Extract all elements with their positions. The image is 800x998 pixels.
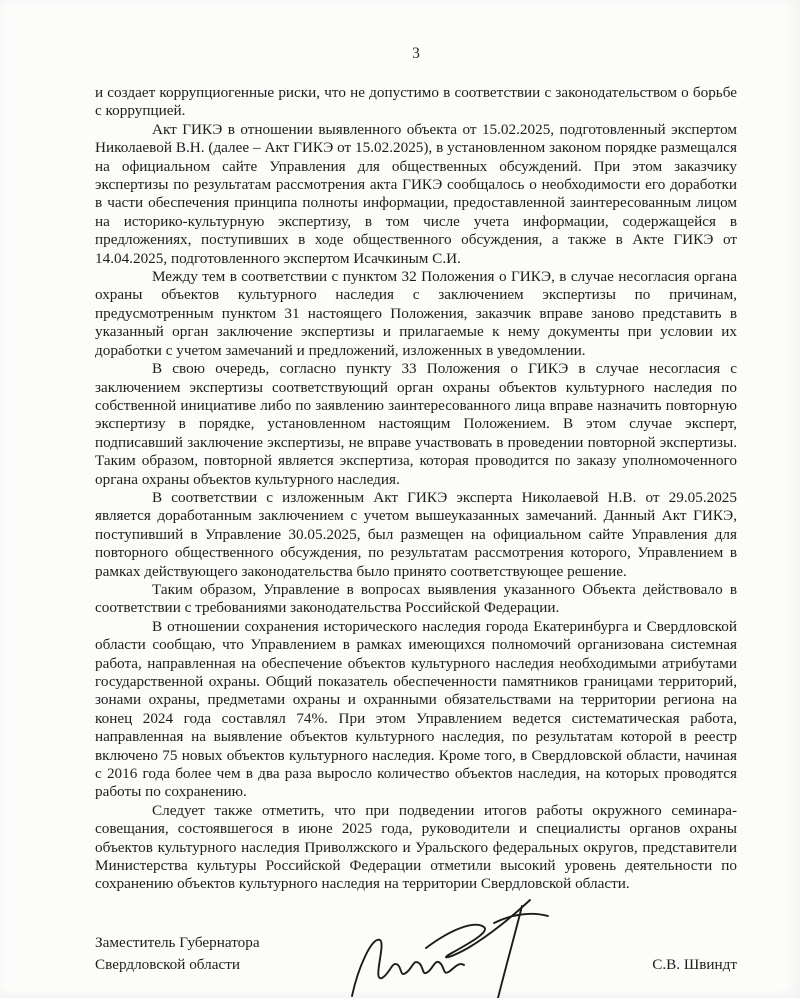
body-paragraph: Между тем в соответствии с пунктом 32 Положения о ГИКЭ, в случае несогласия органа охраны объектов культурного наследия с заключением экспертизы по причинам, предусмотренным пунктом 31 настоящего Положения, заказчик вправе заново представить в указанный орган заключение экспертизы и прилагаемые к нему документы при условии их доработки с учетом замечаний и предложений, изложенных в уведомлении.: [95, 268, 737, 359]
body-paragraph: Следует также отметить, что при подведении итогов работы окружного семинара-совещания, состоявшегося в июне 2025 года, руководители и специалисты органов охраны объектов культурного наследия Приволжского и Уральского федеральных округов, представители Министерства культуры Российской Федерации отметили высокий уровень деятельности по сохранению объектов культурного наследия на территории Свердловской области.: [95, 801, 737, 893]
document-body: [95, 84, 737, 894]
signer-position-line1: Заместитель Губернатора: [95, 934, 260, 951]
body-paragraph: В свою очередь, согласно пункту 33 Положения о ГИКЭ в случае несогласия с заключением экспертизы соответствующий орган охраны объектов культурного наследия по собственной инициативе либо по заявлению заинтересованного лица вправе назначить повторную экспертизу в порядке, установленном настоящим Положением. В этом случае эксперт, подписавший заключение экспертизы, не вправе участвовать в проведении повторной экспертизы. Таким образом, повторной является экспертиза, которая проводится по заказу уполномоченного органа охраны объектов культурного наследия.: [95, 360, 737, 488]
signer-position-line2: Свердловской области: [95, 955, 240, 973]
body-paragraph: В отношении сохранения исторического наследия города Екатеринбурга и Свердловской области сообщаю, что Управлением в рамках имеющихся полномочий организована системная работа, направленная на обеспечение объектов культурного наследия необходимыми атрибутами государственной охраны. Общий показатель обеспеченности памятников границами территорий, зонами охраны, предметами охраны и охранными обязательствами на территории региона на конец 2024 года составлял 74%. При этом Управлением ведется систематическая работа, направленная на выявление объектов культурного наследия, по результатам которой в реестр включено 75 новых объектов культурного наследия. Кроме того, в Свердловской области, начиная с 2016 года более чем в два раза выросло количество объектов наследия, на которых проводятся работы по сохранению.: [95, 617, 737, 801]
page-number: 3: [412, 45, 420, 62]
signature-block: [95, 932, 737, 975]
body-paragraph: В соответствии с изложенным Акт ГИКЭ эксперта Николаевой Н.В. от 29.05.2025 является доработанным заключением с учетом вышеуказанных замечаний. Данный Акт ГИКЭ, поступивший в Управление 30.05.2025, был размещен на официальном сайте Управления для повторного общественного обсуждения, по результатам рассмотрения которого, Управлением в рамках действующего законодательства было принято соответствующее решение.: [95, 488, 737, 580]
body-paragraph: и создает коррупциогенные риски, что не допустимо в соответствии с законодательством о борьбе с коррупцией.: [95, 84, 737, 120]
body-paragraph: Акт ГИКЭ в отношении выявленного объекта от 15.02.2025, подготовленный экспертом Николаевой В.Н. (далее – Акт ГИКЭ от 15.02.2025), в установленном законом порядке размещался на официальном сайте Управления для общественных обсуждений. При этом заказчику экспертизы по результатам рассмотрения акта ГИКЭ сообщалось о необходимости его доработки в части обеспечения принципа полноты информации, предоставленной заинтересованным лицом на историко-культурную экспертизу, в том числе учета информации, содержащейся в предложениях, поступивших в ходе общественного обсуждения, а также в Акте ГИКЭ от 14.04.2025, подготовленного экспертом Исачкиным С.И.: [95, 120, 737, 267]
body-paragraph: Таким образом, Управление в вопросах выявления указанного Объекта действовало в соответствии с требованиями законодательства Российской Федерации.: [95, 580, 737, 617]
signer-position: [95, 932, 260, 975]
signer-name: С.В. Швиндт: [652, 955, 737, 973]
